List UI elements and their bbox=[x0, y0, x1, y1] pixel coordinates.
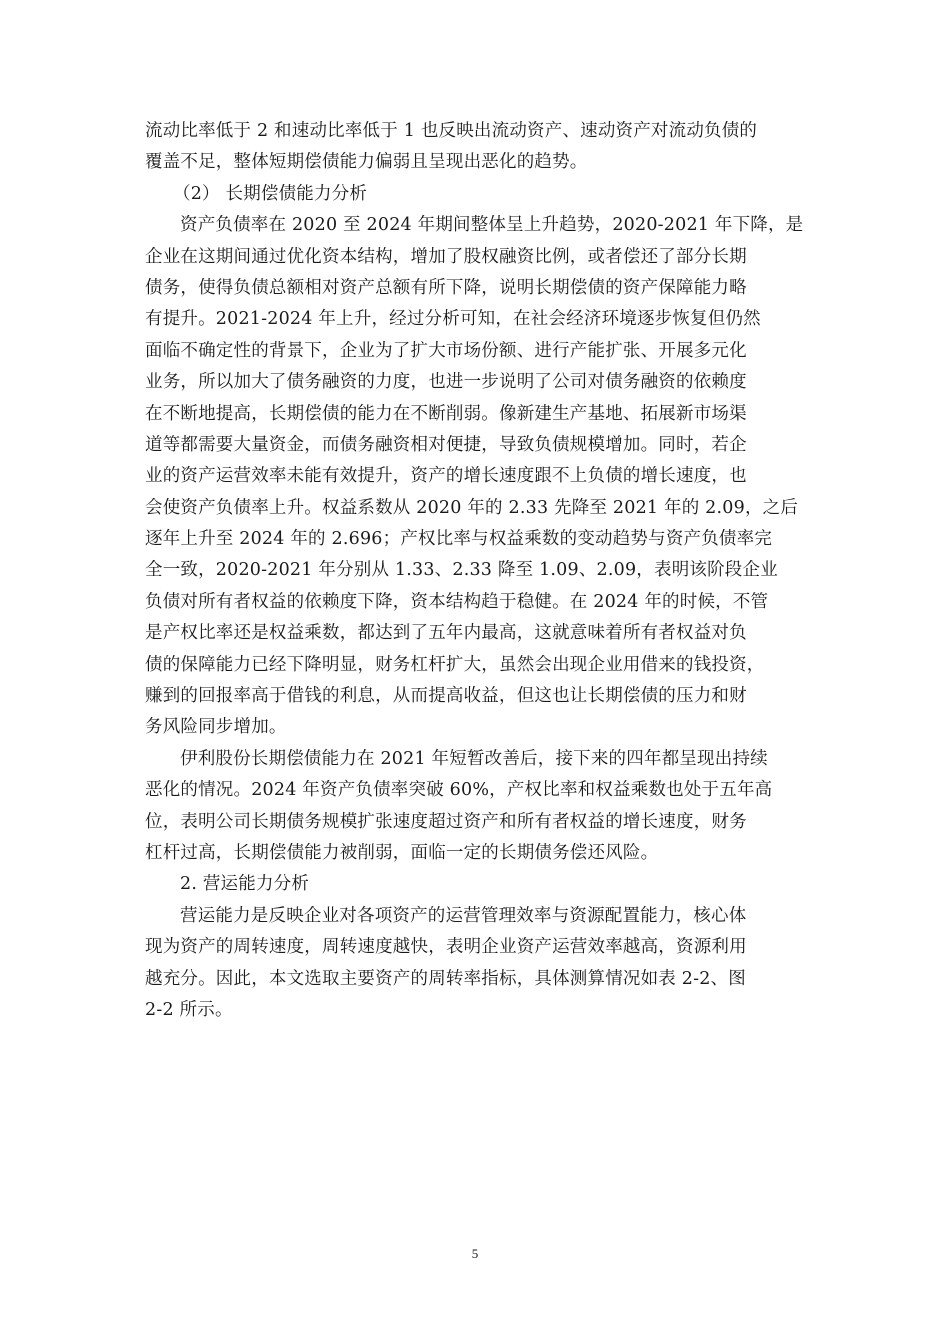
paragraph-body bbox=[145, 744, 805, 870]
text-line: 流动比率低于 2 和速动比率低于 1 也反映出流动资产、速动资产对流动负债的 bbox=[145, 121, 758, 141]
text-line: 业的资产运营效率未能有效提升，资产的增长速度跟不上负债的增长速度，也 bbox=[145, 466, 747, 487]
text-line: 营运能力是反映企业对各项资产的运营管理效率与资源配置能力，核心体 bbox=[180, 905, 747, 926]
text-line: 企业在这期间通过优化资本结构，增加了股权融资比例，或者偿还了部分长期 bbox=[145, 246, 747, 267]
text-line: 面临不确定性的背景下，企业为了扩大市场份额、进行产能扩张、开展多元化 bbox=[145, 340, 747, 361]
paragraph-body bbox=[145, 210, 805, 744]
text-line: 2-2 所示。 bbox=[145, 999, 233, 1020]
text-line: 覆盖不足，整体短期偿债能力偏弱且呈现出恶化的趋势。 bbox=[145, 152, 588, 173]
section-heading bbox=[145, 179, 805, 210]
text-line: 道等都需要大量资金，而债务融资相对便捷，导致负债规模增加。同时，若企 bbox=[145, 434, 747, 455]
text-line: 逐年上升至 2024 年的 2.696；产权比率与权益乘数的变动趋势与资产负债率完 bbox=[145, 529, 773, 550]
text-line: 在不断地提高，长期偿债的能力在不断削弱。像新建生产基地、拓展新市场渠 bbox=[145, 403, 747, 424]
text-line: 位，表明公司长期债务规模扩张速度超过资产和所有者权益的增长速度，财务 bbox=[145, 811, 747, 832]
text-line: 杠杆过高，长期偿债能力被削弱，面临一定的长期债务偿还风险。 bbox=[145, 842, 659, 863]
text-line: 伊利股份长期偿债能力在 2021 年短暂改善后，接下来的四年都呈现出持续 bbox=[180, 748, 768, 769]
text-line: 现为资产的周转速度，周转速度越快，表明企业资产运营效率越高，资源利用 bbox=[145, 937, 747, 958]
text-line: 会使资产负债率上升。权益系数从 2020 年的 2.33 先降至 2021 年的 2.09，之后 bbox=[145, 497, 799, 518]
subheading-text: 2. 营运能力分析 bbox=[180, 874, 310, 895]
text-line: 债的保障能力已经下降明显，财务杠杆扩大，虽然会出现企业用借来的钱投资， bbox=[145, 654, 765, 675]
text-line: 是产权比率还是权益乘数，都达到了五年内最高，这就意味着所有者权益对负 bbox=[145, 623, 747, 644]
text-line: 业务，所以加大了债务融资的力度，也进一步说明了公司对债务融资的依赖度 bbox=[145, 372, 747, 393]
text-line: 债务，使得负债总额相对资产总额有所下降，说明长期偿债的资产保障能力略 bbox=[145, 277, 747, 298]
document-body bbox=[145, 116, 805, 1026]
text-line: 越充分。因此，本文选取主要资产的周转率指标，具体测算情况如表 2-2、图 bbox=[145, 968, 746, 989]
text-line: 资产负债率在 2020 至 2024 年期间整体呈上升趋势，2020-2021 年下降，是 bbox=[180, 215, 804, 236]
text-line: 有提升。2021-2024 年上升，经过分析可知，在社会经济环境逐步恢复但仍然 bbox=[145, 309, 761, 330]
text-line: 务风险同步增加。 bbox=[145, 717, 287, 738]
page-number: 5 bbox=[471, 1246, 479, 1261]
text-line: 恶化的情况。2024 年资产负债率突破 60%，产权比率和权益乘数也处于五年高 bbox=[145, 780, 773, 801]
heading-text: （2） 长期偿债能力分析 bbox=[173, 183, 368, 204]
text-line: 全一致，2020-2021 年分别从 1.33、2.33 降至 1.09、2.09，表明该阶段企业 bbox=[145, 560, 778, 581]
text-line: 负债对所有者权益的依赖度下降，资本结构趋于稳健。在 2024 年的时候，不管 bbox=[145, 591, 769, 612]
section-subheading bbox=[145, 869, 805, 900]
text-line: 赚到的回报率高于借钱的利息，从而提高收益，但这也让长期偿债的压力和财 bbox=[145, 686, 747, 707]
paragraph-continuation bbox=[145, 116, 805, 179]
paragraph-body bbox=[145, 901, 805, 1027]
